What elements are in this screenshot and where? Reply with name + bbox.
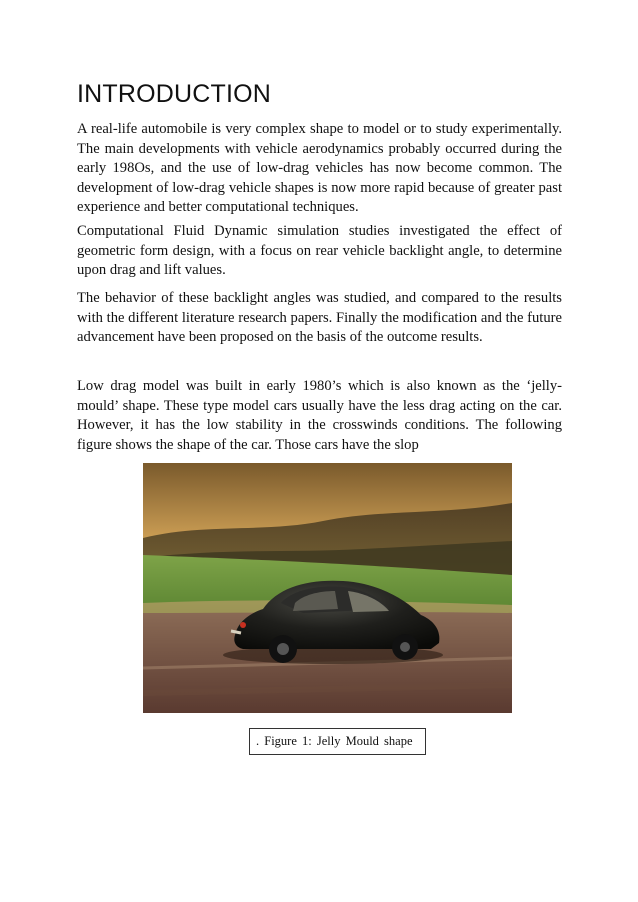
paragraph-2: Computational Fluid Dynamic simulation studies investigated the effect of geometric form design, with a focus on rear vehicle backlight angle, to determine upon drag and lift values. [77,223,562,278]
paragraph-3: The behavior of these backlight angles was studied, and compared to the results with the different literature research papers. Finally the modification and the future advancement have been proposed on the basis of the outcome results. [77,290,562,345]
section-heading: INTRODUCTION [77,80,272,108]
jelly-mould-car-photo [143,463,512,713]
paragraph-4: Low drag model was built in early 1980’s which is also known as the ‘jelly-mould’ shape. These type model cars usually have the less drag acting on the car. However, it has the low stability in the crosswinds conditions. The following figure shows the shape of the car. Those cars have the slop [77,378,562,453]
figure-caption: . Figure 1: Jelly Mould shape [249,728,426,755]
paragraph-1: A real-life automobile is very complex shape to model or to study experimentally. The main developments with vehicle aerodynamics probably occurred during the early 198Os, and the use of low-drag vehicles has now become common. The development of low-drag vehicle shapes is now more rapid because of greater past experience and better computational techniques. [77,121,562,215]
car-illustration [143,463,512,713]
